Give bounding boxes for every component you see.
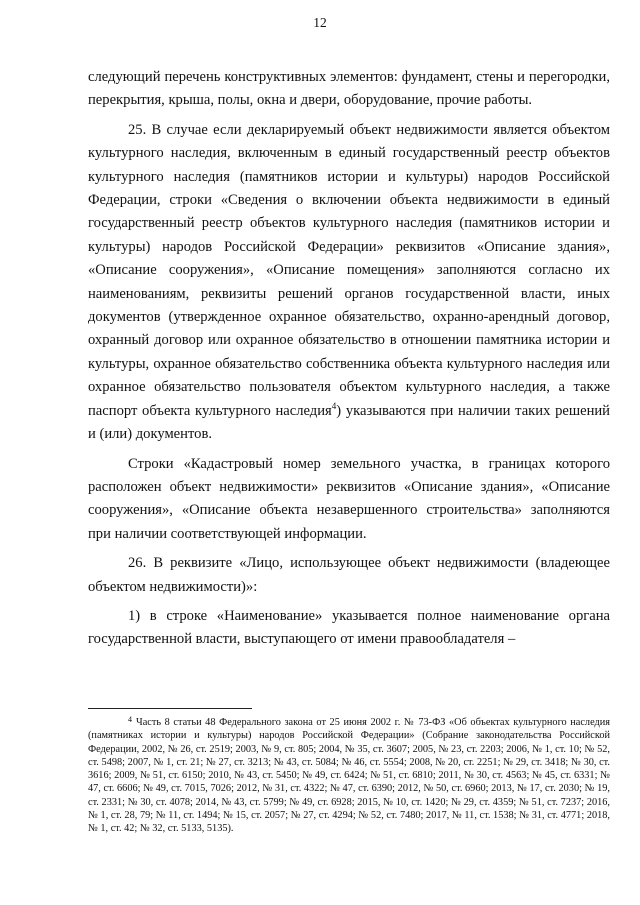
page-number: 12	[313, 15, 327, 30]
footnote-separator	[88, 708, 252, 709]
footnote	[88, 713, 610, 836]
paragraph-cadastral-rows: Строки «Кадастровый номер земельного участка, в границах которого расположен объект недвижимости» реквизитов «Описание здания», «Описание сооружения», «Описание объекта незавершенного строительства» заполняются при наличии соответствующей информации.	[88, 455, 610, 542]
paragraph-item-25-text: 25. В случае если декларируемый объект недвижимости является объектом культурного наследия, включенным в единый государственный реестр объектов культурного наследия (памятников истории и культуры) народов Российской Федерации, строки «Сведения о включении объекта недвижимости в единый государственный реестр объектов культурного наследия (памятников истории и культуры) народов Российской Федерации» реквизитов «Описание здания», «Описание сооружения», «Описание помещения» заполняются согласно их наименованиям, реквизиты решений органов государственной власти, иных документов (утвержденное охранное обязательство, охранно-арендный договор, охранный договор или охранное обязательство в отношении памятника истории и культуры, охранное обязательство собственника объекта культурного наследия или охранное обязательство пользователя объектом культурного наследия, а также паспорт объекта культурного наследия	[88, 121, 610, 419]
paragraph-item-25-tail: указываются при наличии таких решений и (или) документов.	[88, 402, 610, 443]
document-body	[88, 66, 610, 658]
footnote-marker: 4	[128, 715, 132, 724]
paragraph-item-25-paren: )	[336, 402, 342, 419]
footnote-reference: 4	[331, 400, 337, 411]
paragraph-continuation: следующий перечень конструктивных элементов: фундамент, стены и перегородки, перекрытия, крыша, полы, окна и двери, оборудование, прочие работы.	[88, 69, 610, 109]
footnote-text: Часть 8 статьи 48 Федерального закона от 25 июня 2002 г. № 73-ФЗ «Об объектах культурного наследия (памятниках истории и культуры) народов Российской Федерации» (Собрание законодательства Российской Федерации, 2002, № 26, ст. 2519; 2003, № 9, ст. 805; 2004, № 35, ст. 3607; 2005, № 23, ст. 2203; 2006, № 1, ст. 10; № 52, ст. 5498; 2007, № 1, ст. 21; № 27, ст. 3213; № 43, ст. 5084; № 46, ст. 5554; 2008, № 20, ст. 2251; № 29, ст. 3418; № 30, ст. 3616; 2009, № 51, ст. 6150; 2010, № 43, ст. 5450; № 49, ст. 6424; № 51, ст. 6810; 2011, № 30, ст. 4563; № 45, ст. 6331; № 47, ст. 6606; № 49, ст. 7015, 7026; 2012, № 31, ст. 4322; № 47, ст. 6390; 2012, № 50, ст. 6960; 2013, № 17, ст. 2030; № 19, ст. 2331; № 30, ст. 4078; 2014, № 43, ст. 5799; № 49, ст. 6928; 2015, № 10, ст. 1420; № 29, ст. 4359; № 51, ст. 7237; 2016, № 1, ст. 28, 79; № 11, ст. 1494; № 15, ст. 2057; № 27, ст. 4294; № 52, ст. 7480; 2017, № 11, ст. 1538; № 31, ст. 4771; 2018, № 1, ст. 42; № 32, ст. 5133, 5135).	[88, 717, 610, 835]
paragraph-item-25	[88, 119, 610, 447]
paragraph-subitem-1: 1) в строке «Наименование» указывается полное наименование органа государственной власти, выступающего от имени правообладателя –	[88, 607, 610, 648]
paragraph-item-26: 26. В реквизите «Лицо, использующее объект недвижимости (владеющее объектом недвижимости)»:	[88, 555, 610, 595]
